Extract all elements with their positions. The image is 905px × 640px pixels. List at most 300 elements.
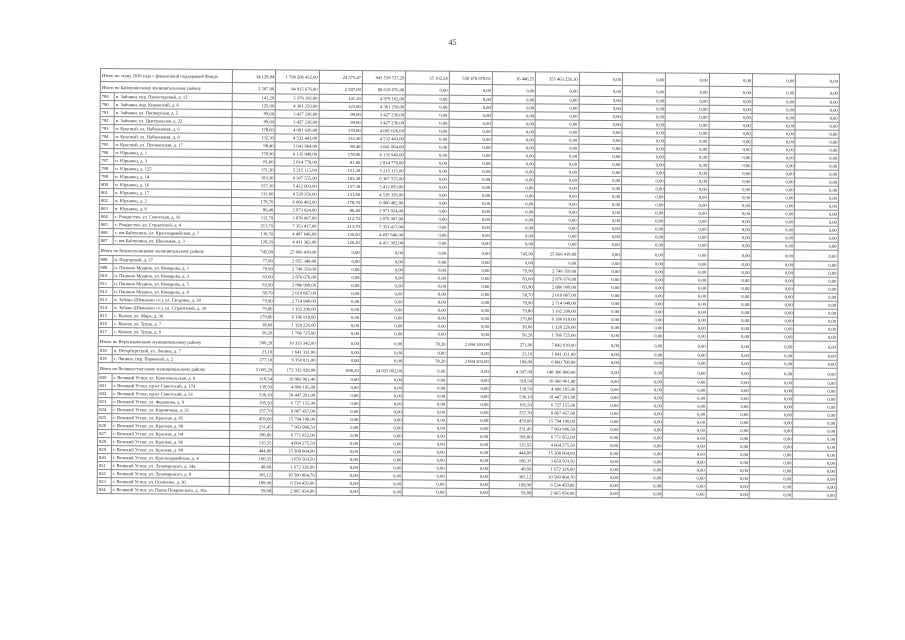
value-cell: 0,00 [317, 281, 360, 289]
value-cell: 0,00 [622, 121, 665, 129]
value-cell: 79,90 [491, 267, 534, 275]
address-cell: с. Кулеев, ул. Труда, д. 9 [112, 328, 230, 337]
value-cell: 0,00 [708, 185, 751, 193]
value-cell: 99,60 [319, 110, 362, 118]
value-cell: 24 575,47 [319, 70, 362, 83]
value-cell: 2 973 024,00 [361, 207, 404, 215]
value-cell: 7 353 417,00 [361, 223, 404, 231]
value-cell: 0,00 [359, 464, 402, 472]
value-cell: 0,00 [403, 480, 446, 488]
value-cell: 0,00 [535, 176, 578, 184]
value-cell: 0,00 [492, 96, 535, 104]
value-cell: 0,00 [795, 146, 839, 154]
value-cell: 0,00 [620, 450, 663, 458]
value-cell: 0,00 [316, 455, 359, 463]
value-cell: 0,00 [663, 450, 706, 458]
value-cell: 2 714 949,00 [534, 299, 577, 307]
value-cell: 0,00 [707, 410, 750, 418]
value-cell: 4 528 356,00 [275, 190, 318, 198]
value-cell: 0,00 [577, 366, 620, 377]
row-number: 829 [97, 445, 111, 453]
value-cell: 106,35 [489, 457, 532, 465]
value-cell: 0,00 [620, 458, 663, 466]
value-cell: 0,00 [317, 348, 360, 356]
value-cell: 0,00 [795, 138, 839, 146]
value-cell: 6 135 949,00 [275, 150, 318, 158]
value-cell: 172 332 028,90 [273, 364, 316, 375]
address-cell: г. Великий Устюг, пр-кт Советский, д. 174 [112, 382, 230, 391]
value-cell: 0,00 [579, 96, 622, 104]
value-cell: 0,00 [404, 282, 447, 290]
value-cell: 0,00 [578, 216, 621, 224]
value-cell: 4 361 250,00 [362, 103, 405, 111]
value-cell: 0,00 [535, 200, 578, 208]
value-cell: 0,00 [752, 130, 795, 138]
value-cell: 0,00 [622, 97, 665, 105]
value-cell: 15 308 664,90 [273, 447, 316, 455]
value-cell: 0,00 [449, 135, 492, 143]
value-cell: 0,00 [449, 84, 492, 95]
value-cell: 0,00 [491, 216, 534, 224]
value-cell: 0,00 [666, 105, 709, 113]
value-cell: 0,00 [752, 138, 795, 146]
value-cell: 0,00 [578, 232, 621, 240]
value-cell: 0,00 [576, 481, 619, 489]
value-cell: 698,20 [317, 364, 360, 375]
address-cell: с. Рождество, ул. Советская, д. 16 [113, 213, 231, 222]
value-cell: 0,00 [795, 130, 839, 138]
value-cell: 0,00 [620, 402, 663, 410]
value-cell: 3 162 200,00 [534, 307, 577, 315]
row-number: 812 [99, 287, 113, 295]
value-cell: 0,00 [578, 200, 621, 208]
value-cell: 0,00 [405, 199, 448, 207]
value-cell: 38,60 [491, 323, 534, 331]
value-cell: 0,00 [491, 200, 534, 208]
value-cell: 0,00 [449, 111, 492, 119]
address-cell: п. Красный, ул. Пушкинская, д. 17 [114, 141, 232, 150]
value-cell: 0,00 [794, 325, 838, 333]
value-cell: 83,90 [231, 281, 274, 289]
value-cell: 88 618 676,00 [362, 84, 405, 95]
value-cell: 0,00 [577, 315, 620, 323]
row-number: 826 [98, 421, 112, 429]
value-cell: 0,00 [448, 199, 491, 207]
value-cell: 3 427 236,00 [362, 111, 405, 119]
value-cell: 0,00 [492, 184, 535, 192]
value-cell: 0,00 [750, 451, 793, 459]
value-cell: 0,00 [577, 358, 620, 366]
value-cell: 355 463 226,30 [536, 72, 579, 85]
value-cell: 196,80 [230, 431, 273, 439]
row-number: 824 [98, 405, 112, 413]
value-cell: 0,00 [535, 168, 578, 176]
value-cell: 0,00 [405, 175, 448, 183]
value-cell: 4 532 443,00 [275, 134, 318, 142]
value-cell: 0,00 [317, 399, 360, 407]
value-cell: 0,00 [446, 488, 489, 496]
value-cell: 0,00 [665, 129, 708, 137]
value-cell: 0,00 [577, 409, 620, 417]
value-cell: 2 065 954,00 [533, 489, 576, 497]
value-cell: 0,00 [709, 73, 752, 86]
value-cell: 0,00 [577, 339, 620, 350]
table-body [97, 69, 839, 500]
value-cell: 0,00 [359, 488, 402, 496]
value-cell: 6 727 155,00 [273, 399, 316, 407]
value-cell: 8 867 457,00 [533, 409, 576, 417]
row-number: 822 [98, 389, 112, 397]
value-cell: 0,00 [579, 85, 622, 96]
value-cell: 0,00 [448, 231, 491, 239]
value-cell: 0,00 [750, 379, 793, 387]
value-cell: 0,00 [359, 480, 402, 488]
value-cell: 0,00 [492, 144, 535, 152]
value-cell: 0,00 [751, 317, 794, 325]
value-cell: 0,00 [751, 226, 794, 234]
value-cell: 132,30 [319, 134, 362, 142]
value-cell: 0,00 [620, 386, 663, 394]
value-cell: 0,00 [361, 247, 404, 258]
value-cell: 0,00 [749, 483, 792, 491]
value-cell: 0,00 [709, 97, 752, 105]
value-cell: 0,00 [578, 240, 621, 248]
address-cell: п. Зубово (Шмыхово с/с), ул. Гагарина, д. 20 [113, 296, 231, 305]
row-number: 809 [99, 263, 113, 271]
value-cell: 0,00 [360, 400, 403, 408]
value-cell: 0,00 [752, 154, 795, 162]
value-cell: 0,00 [535, 120, 578, 128]
value-cell: 0,00 [664, 308, 707, 316]
value-cell: 0,00 [448, 258, 491, 266]
row-number: 832 [97, 469, 111, 477]
value-cell: 128,20 [231, 238, 274, 246]
value-cell: 0,00 [579, 144, 622, 152]
value-cell: 6 307 555,00 [362, 175, 405, 183]
value-cell: 0,00 [665, 193, 708, 201]
value-cell: 2 694 303,00 [447, 357, 490, 365]
value-cell: 0,00 [536, 104, 579, 112]
value-cell: 0,00 [316, 415, 359, 423]
value-cell: 0,00 [446, 464, 489, 472]
value-cell: 189,90 [229, 479, 272, 487]
value-cell: 0,00 [708, 284, 751, 292]
value-cell: 0,00 [361, 266, 404, 274]
value-cell: 0,00 [707, 292, 750, 300]
address-cell: п. Петербургский, ул. Ленина, д. 7 [112, 347, 230, 356]
value-cell: 0,00 [706, 434, 749, 442]
value-cell: 195,50 [230, 399, 273, 407]
row-number: 804 [99, 212, 113, 220]
value-cell: 83,60 [231, 273, 274, 281]
value-cell: 0,00 [795, 234, 839, 242]
value-cell: 0,00 [622, 145, 665, 153]
value-cell: 0,00 [707, 351, 750, 359]
value-cell: 0,00 [708, 209, 751, 217]
value-cell: 0,00 [403, 488, 446, 496]
value-cell: 0,00 [620, 434, 663, 442]
value-cell: 0,00 [577, 377, 620, 385]
value-cell: 257,70 [490, 409, 533, 417]
value-cell: 86,40 [231, 206, 274, 214]
value-cell: 0,00 [663, 418, 706, 426]
value-cell: 0,00 [403, 365, 446, 376]
value-cell: 0,00 [796, 87, 840, 98]
value-cell: 0,00 [707, 300, 750, 308]
value-cell: 0,00 [404, 274, 447, 282]
value-cell: 0,00 [622, 169, 665, 177]
address-cell: с. Кулеев, ул. Труда, д. 7 [112, 320, 230, 329]
value-cell: 0,00 [663, 402, 706, 410]
value-cell: 0,00 [793, 427, 837, 435]
value-cell: 98,40 [319, 142, 362, 150]
value-cell: 0,00 [447, 282, 490, 290]
value-cell: 178,90 [319, 150, 362, 158]
value-cell: 23,10 [230, 348, 273, 356]
address-cell: п. Юрьевец, д. 14 [114, 173, 232, 182]
value-cell: 4 081 626,00 [362, 127, 405, 135]
value-cell: 0,00 [663, 474, 706, 482]
value-cell: 4 081 626,00 [275, 126, 318, 134]
value-cell: 34 128,94 [232, 70, 275, 83]
value-cell: 0,00 [404, 349, 447, 357]
value-cell: 0,00 [622, 193, 665, 201]
value-cell: 0,00 [316, 439, 359, 447]
row-number: 799 [100, 173, 114, 181]
value-cell: 10 500 864,70 [273, 471, 316, 479]
value-cell: 0,00 [578, 224, 621, 232]
value-cell: 0,00 [664, 316, 707, 324]
value-cell: 0,00 [663, 482, 706, 490]
value-cell: 0,00 [405, 135, 448, 143]
value-cell: 0,00 [709, 129, 752, 137]
value-cell: 0,00 [663, 386, 706, 394]
value-cell: 0,00 [622, 137, 665, 145]
value-cell: 2 814 778,00 [275, 158, 318, 166]
value-cell: 0,00 [752, 98, 795, 106]
value-cell: 0,00 [360, 416, 403, 424]
row-number: 815 [99, 311, 113, 319]
row-number: 797 [100, 157, 114, 165]
value-cell: 0,00 [665, 121, 708, 129]
value-cell: 0,00 [578, 184, 621, 192]
value-cell: 0,00 [620, 394, 663, 402]
value-cell: 0,00 [796, 114, 840, 122]
value-cell: 0,00 [360, 330, 403, 338]
value-cell: 0,00 [405, 191, 448, 199]
value-cell: 0,00 [491, 240, 534, 248]
value-cell: 0,00 [360, 440, 403, 448]
value-cell: 7 963 996,50 [533, 425, 576, 433]
value-cell: 0,00 [665, 217, 708, 225]
value-cell: 3 659 503,50 [273, 455, 316, 463]
value-cell: 0,00 [752, 162, 795, 170]
value-cell: 444,89 [490, 449, 533, 457]
value-cell: 0,00 [622, 113, 665, 121]
address-cell: п. Юрьевец, д. 1 [114, 149, 232, 158]
value-cell: 0,00 [404, 290, 447, 298]
address-cell: п. Юрьевец, д. 2 [113, 197, 231, 206]
value-cell: 0,00 [578, 275, 621, 283]
value-cell: 0,00 [492, 104, 535, 112]
value-cell: 2 876 676,00 [274, 273, 317, 281]
value-cell: 132,30 [232, 134, 275, 142]
value-cell: 179,80 [231, 313, 274, 321]
value-cell: 0,00 [795, 242, 839, 250]
value-cell: 35 102,24 [406, 71, 449, 84]
value-cell: 0,00 [750, 427, 793, 435]
value-cell: 0,00 [796, 122, 840, 130]
address-cell: п. Зайчики, ул. Пионерская, д. 5 [114, 109, 232, 118]
value-cell: 195,50 [490, 401, 533, 409]
value-cell: 0,00 [360, 408, 403, 416]
address-cell: п. Юрьевец, д. 125 [114, 165, 232, 174]
value-cell: 78,20 [404, 338, 447, 349]
value-cell: 2 749 359,00 [274, 265, 317, 273]
value-cell: 2 694 303,00 [447, 338, 490, 349]
value-cell: 0,00 [622, 161, 665, 169]
value-cell: 48,60 [489, 465, 532, 473]
value-cell: 0,00 [449, 95, 492, 103]
row-number: 823 [98, 397, 112, 405]
value-cell: 2 955 348,00 [274, 257, 317, 265]
value-cell: 0,00 [664, 367, 707, 378]
value-cell: 0,00 [316, 447, 359, 455]
value-cell: 0,00 [663, 394, 706, 402]
value-cell: 0,00 [620, 418, 663, 426]
value-cell: 0,00 [448, 247, 491, 258]
value-cell: 0,00 [794, 368, 838, 379]
value-cell: 0,00 [795, 202, 839, 210]
value-cell: 178,70 [231, 198, 274, 206]
value-cell: 0,00 [620, 378, 663, 386]
value-cell: 0,00 [403, 472, 446, 480]
value-cell: 0,00 [751, 285, 794, 293]
value-cell: 0,00 [708, 249, 751, 260]
value-cell: 0,00 [360, 448, 403, 456]
value-cell: 3 427 236,00 [362, 119, 405, 127]
value-cell: 0,00 [794, 250, 838, 261]
value-cell: 2 019 867,00 [534, 291, 577, 299]
value-cell: 5 379 102,00 [276, 94, 319, 102]
value-cell: 3 427 236,00 [275, 118, 318, 126]
value-cell: 0,00 [403, 376, 446, 384]
value-cell: 0,00 [622, 185, 665, 193]
value-cell: 0,00 [621, 276, 664, 284]
value-cell: 0,00 [664, 292, 707, 300]
value-cell: 0,00 [535, 224, 578, 232]
row-number: 825 [98, 413, 112, 421]
value-cell: 5 005,29 [230, 364, 273, 375]
value-cell: 0,00 [317, 289, 360, 297]
value-cell: 0,00 [447, 400, 490, 408]
address-cell: г. Великий Устюг, пр-кт Советский, д. 61 [112, 390, 230, 399]
value-cell: 0,00 [794, 333, 838, 341]
address-cell: с. Кулеев, ул. Мира, д. 36 [113, 312, 231, 321]
value-cell: 305,12 [229, 471, 272, 479]
value-cell: 0,00 [492, 120, 535, 128]
value-cell: 0,00 [621, 249, 664, 260]
value-cell: 0,00 [316, 471, 359, 479]
value-cell: 0,00 [666, 73, 709, 86]
value-cell: 0,00 [750, 352, 793, 360]
address-cell: п. Зубово (Шмыхово с/с), ул. Строителей, д. 30 [113, 304, 231, 313]
value-cell: 0,00 [405, 167, 448, 175]
value-cell: 86,40 [318, 206, 361, 214]
value-cell: 178,70 [318, 198, 361, 206]
value-cell: 558 470 670,61 [449, 71, 492, 84]
value-cell: 81,80 [232, 158, 275, 166]
value-cell: 139,50 [490, 385, 533, 393]
value-cell: 0,00 [535, 184, 578, 192]
value-cell: 1 641 331,00 [534, 350, 577, 358]
value-cell: 0,00 [621, 268, 664, 276]
value-cell: 0,00 [706, 442, 749, 450]
value-cell: 0,00 [664, 268, 707, 276]
value-cell: 0,00 [447, 384, 490, 392]
row-number: 798 [100, 165, 114, 173]
value-cell: 1 672 326,00 [273, 463, 316, 471]
value-cell: 3 878 007,00 [275, 214, 318, 222]
value-cell: 0,00 [622, 201, 665, 209]
address-cell: г. Великий Устюг, ул. Луначарского, д. 34а [111, 462, 229, 471]
value-cell: 0,00 [579, 120, 622, 128]
value-cell: 0,00 [795, 210, 839, 218]
value-cell: 0,00 [449, 103, 492, 111]
value-cell: 0,00 [751, 325, 794, 333]
value-cell: 78,90 [491, 299, 534, 307]
value-cell: 0,00 [751, 261, 794, 269]
value-cell: 128,20 [318, 238, 361, 246]
value-cell: 0,00 [448, 175, 491, 183]
address-cell: г. Великий Устюг, ул. Красноармейская, д. 4 [111, 454, 229, 463]
value-cell: 0,00 [750, 368, 793, 379]
value-cell: 0,00 [403, 464, 446, 472]
value-cell: 0,00 [317, 321, 360, 329]
value-cell: 0,00 [795, 178, 839, 186]
value-cell: 0,00 [794, 261, 838, 269]
subtotal-label: Итого по Байчунинскому муниципальному району [100, 82, 232, 94]
value-cell: 0,00 [793, 491, 837, 499]
row-number: 808 [99, 255, 113, 263]
value-cell: 0,00 [751, 242, 794, 250]
value-cell: 83,90 [491, 283, 534, 291]
value-cell: 3 162 200,00 [274, 305, 317, 313]
value-cell: 0,00 [317, 337, 360, 348]
value-cell: 10 960 961,40 [273, 375, 316, 383]
value-cell: 0,00 [492, 160, 535, 168]
value-cell: 0,00 [709, 121, 752, 129]
value-cell: 0,00 [751, 309, 794, 317]
value-cell: 18 447 201,00 [533, 393, 576, 401]
value-cell: 0,00 [621, 316, 664, 324]
value-cell: 0,00 [664, 351, 707, 359]
value-cell: 4 664 275,50 [533, 441, 576, 449]
value-cell: 0,00 [663, 410, 706, 418]
value-cell: 0,00 [750, 360, 793, 368]
value-cell: 0,00 [709, 161, 752, 169]
value-cell: 4 361 250,00 [276, 102, 319, 110]
value-cell: 0,00 [360, 349, 403, 357]
value-cell: 0,00 [361, 258, 404, 266]
value-cell: 0,00 [664, 332, 707, 340]
value-cell: 0,00 [577, 331, 620, 339]
value-cell: 257,70 [230, 407, 273, 415]
value-cell: 151,30 [318, 166, 361, 174]
value-cell: 79,80 [491, 307, 534, 315]
value-cell: 0,00 [492, 168, 535, 176]
value-cell: 0,00 [405, 151, 448, 159]
